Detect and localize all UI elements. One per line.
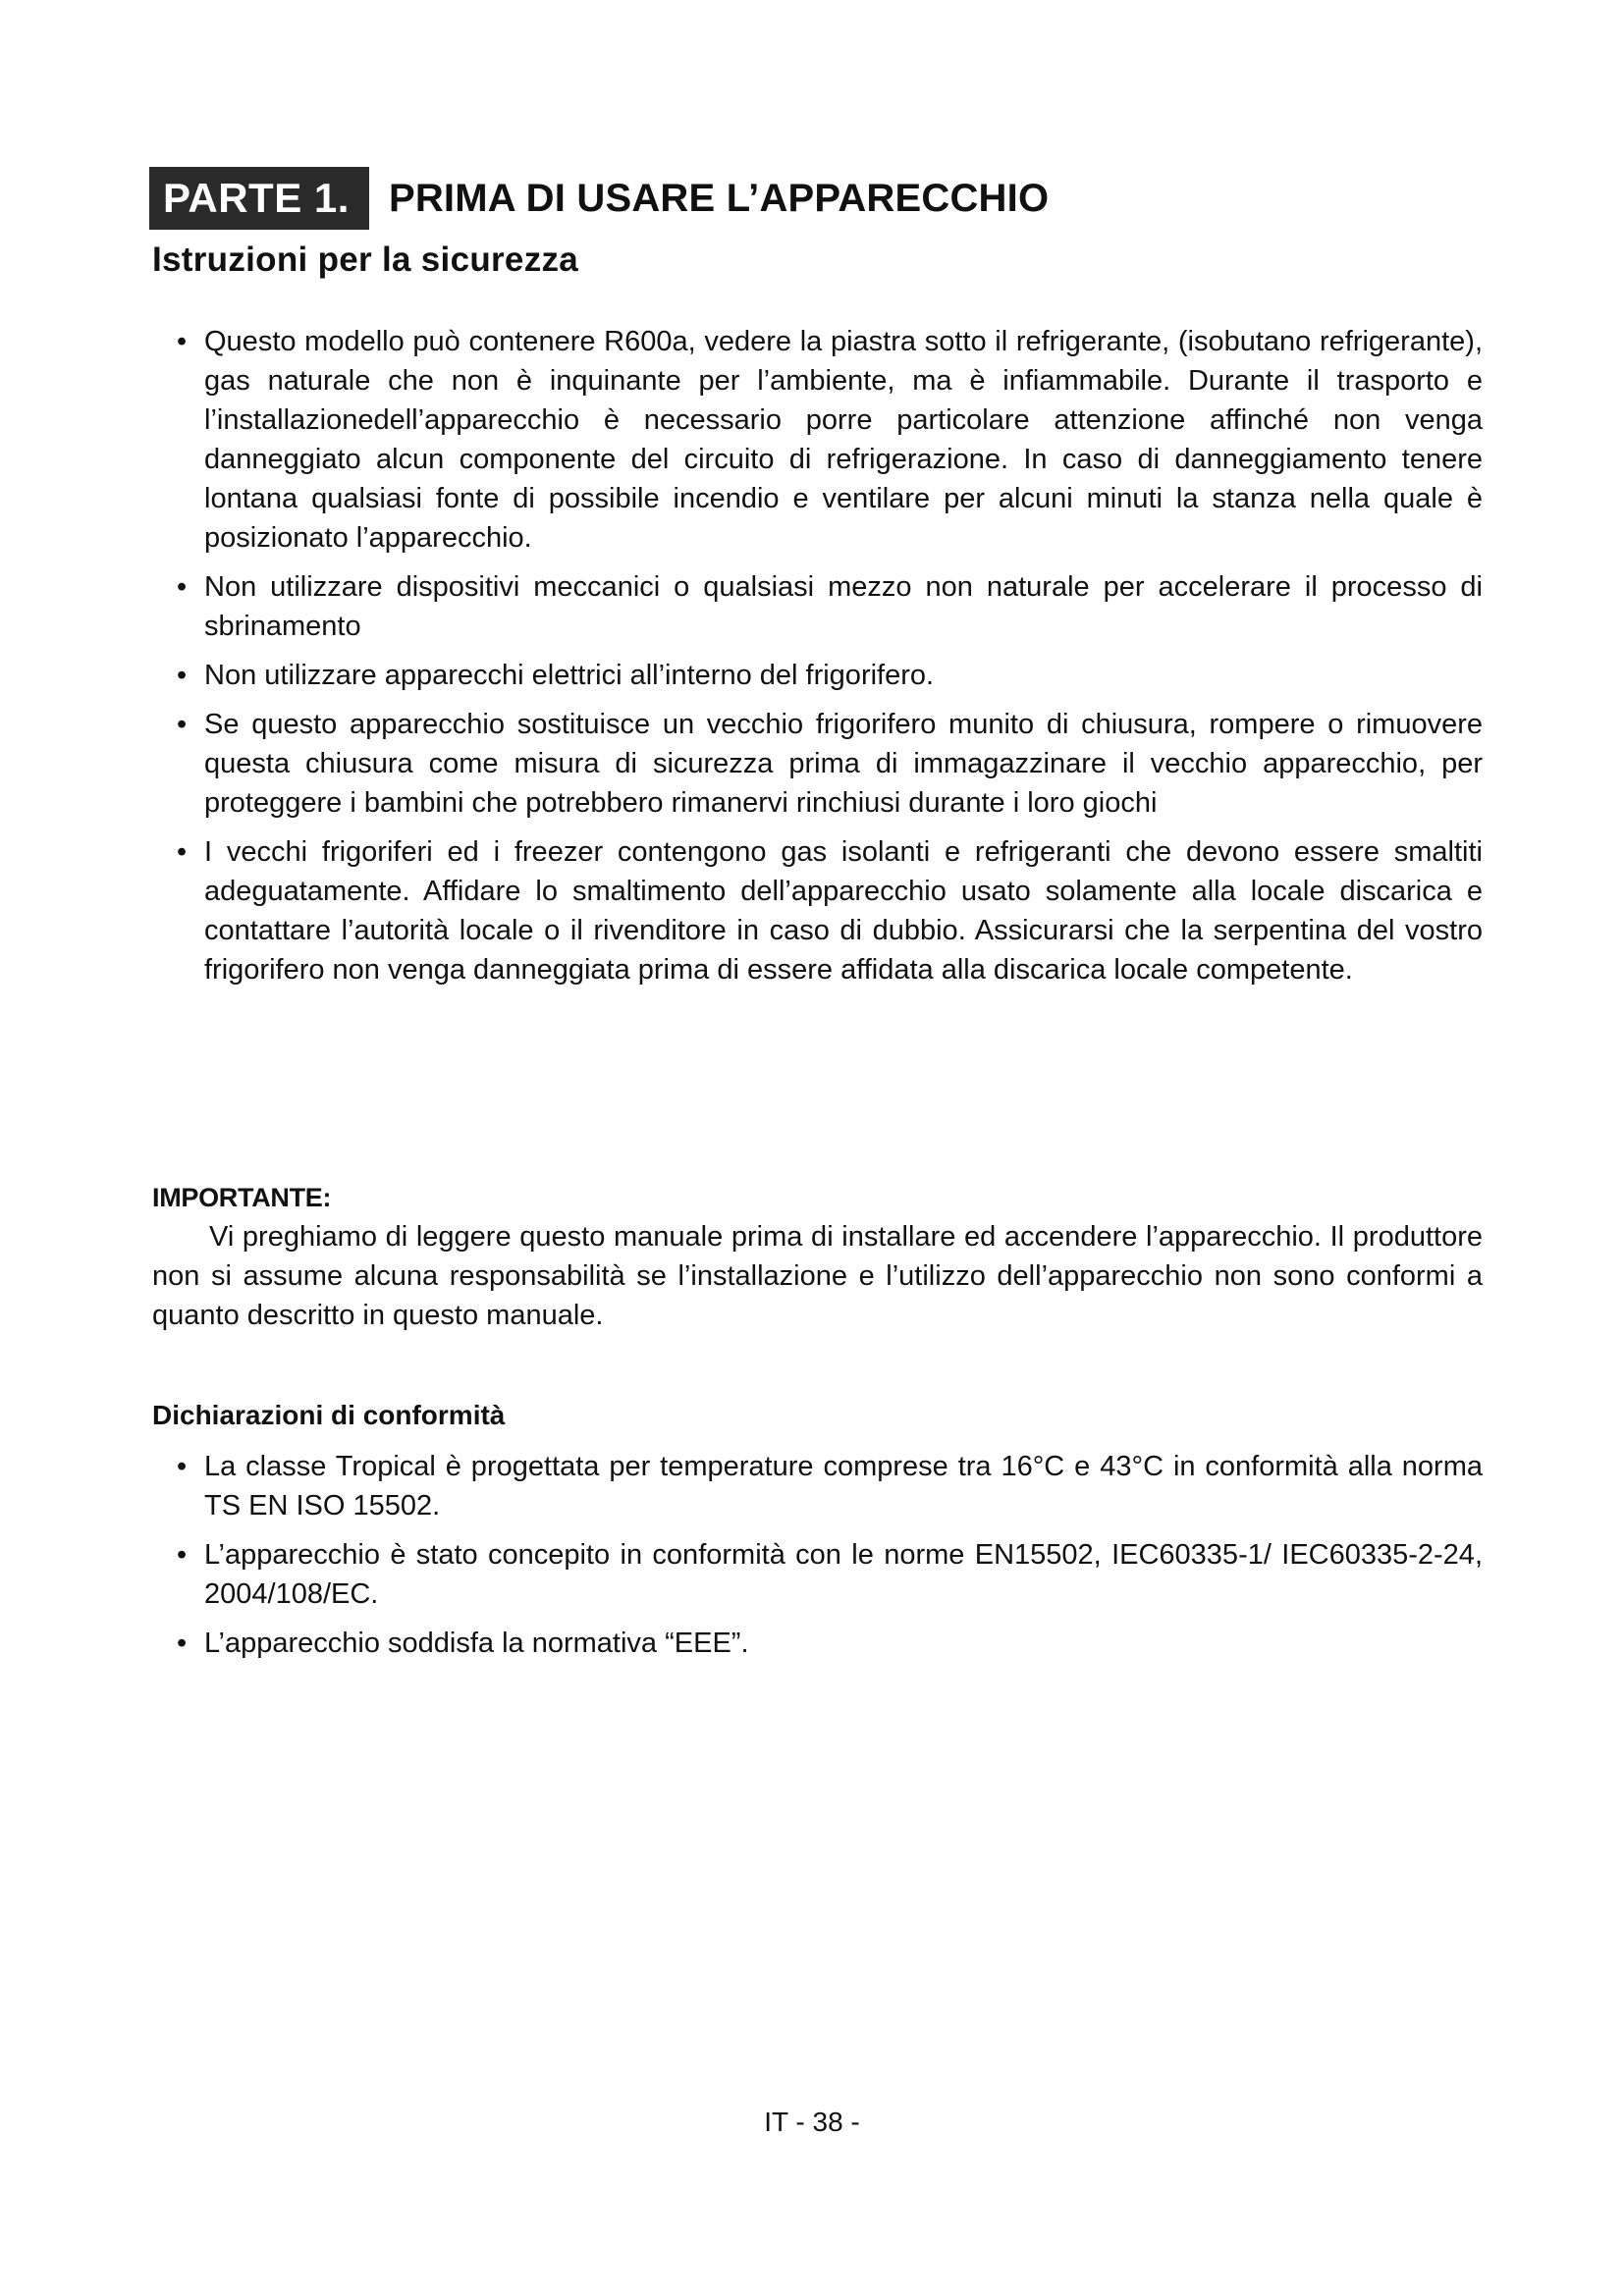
part-title: PRIMA DI USARE L’APPARECCHIO xyxy=(388,177,1050,220)
safety-item xyxy=(177,705,1483,823)
conformity-item xyxy=(177,1624,1483,1663)
conformity-item-text: La classe Tropical è progettata per temperature comprese tra 16°C e 43°C in conformità alla norma TS EN ISO 15502. xyxy=(204,1451,1483,1522)
important-text: Vi preghiamo di leggere questo manuale prima di installare ed accendere l’apparecchio. Il produttore non si assume alcuna responsabilità se l’installazione e l’utilizzo dell’apparecchio non sono conformi a quanto descritto in questo manuale. xyxy=(152,1221,1483,1331)
safety-item-text: I vecchi frigoriferi ed i freezer contengono gas isolanti e refrigeranti che devono essere smaltiti adeguatamente. Affidare lo smaltimento dell’apparecchio usato solamente alla locale discarica e contattare l’autorità locale o il rivenditore in caso di dubbio. Assicurarsi che la serpentina del vostro frigorifero non venga danneggiata prima di essere affidata alla discarica locale competente. xyxy=(204,836,1483,986)
bullet-icon: • xyxy=(177,1451,188,1482)
bullet-icon: • xyxy=(177,836,188,868)
bullet-icon: • xyxy=(177,1539,188,1571)
conformity-list xyxy=(177,1447,1483,1673)
safety-item-text: Se questo apparecchio sostituisce un vecchio frigorifero munito di chiusura, rompere o rimuovere questa chiusura come misura di sicurezza prima di immagazzinare il vecchio apparecchio, per proteggere i bambini che potrebbero rimanervi rinchiusi durante i loro giochi xyxy=(204,709,1483,819)
safety-item-text: Non utilizzare dispositivi meccanici o qualsiasi mezzo non naturale per accelerare il processo di sbrinamento xyxy=(204,571,1483,642)
important-label: IMPORTANTE: xyxy=(152,1183,332,1212)
conformity-item xyxy=(177,1535,1483,1614)
safety-item-text: Non utilizzare apparecchi elettrici all’interno del frigorifero. xyxy=(204,660,935,691)
bullet-icon: • xyxy=(177,1628,188,1659)
conformity-item xyxy=(177,1447,1483,1525)
safety-item xyxy=(177,656,1483,695)
page-number: IT - 38 - xyxy=(764,2107,860,2137)
conformity-section-title: Dichiarazioni di conformità xyxy=(152,1400,506,1430)
safety-list xyxy=(177,322,1483,999)
safety-item xyxy=(177,832,1483,989)
part-badge: PARTE 1. xyxy=(149,167,369,230)
bullet-icon: • xyxy=(177,571,188,603)
safety-item xyxy=(177,322,1483,558)
bullet-icon: • xyxy=(177,709,188,740)
conformity-item-text: L’apparecchio soddisfa la normativa “EEE”. xyxy=(204,1628,749,1659)
part-header xyxy=(149,167,1049,230)
safety-item-text: Questo modello può contenere R600a, vedere la piastra sotto il refrigerante, (isobutano refrigerante), gas naturale che non è inquinante per l’ambiente, ma è infiammabile. Durante il trasporto e l’installazionedell’apparecchio è necessario porre particolare attenzione affinché non venga danneggiato alcun componente del circuito di refrigerazione. In caso di danneggiamento tenere lontana qualsiasi fonte di possibile incendio e ventilare per alcuni minuti la stanza nella quale è posizionato l’apparecchio. xyxy=(204,326,1483,554)
safety-section-title: Istruzioni per la sicurezza xyxy=(152,240,579,279)
conformity-item-text: L’apparecchio è stato concepito in conformità con le norme EN15502, IEC60335-1/ IEC60335-2-24, 2004/108/EC. xyxy=(204,1539,1483,1610)
bullet-icon: • xyxy=(177,326,188,357)
bullet-icon: • xyxy=(177,660,188,691)
safety-item xyxy=(177,567,1483,646)
